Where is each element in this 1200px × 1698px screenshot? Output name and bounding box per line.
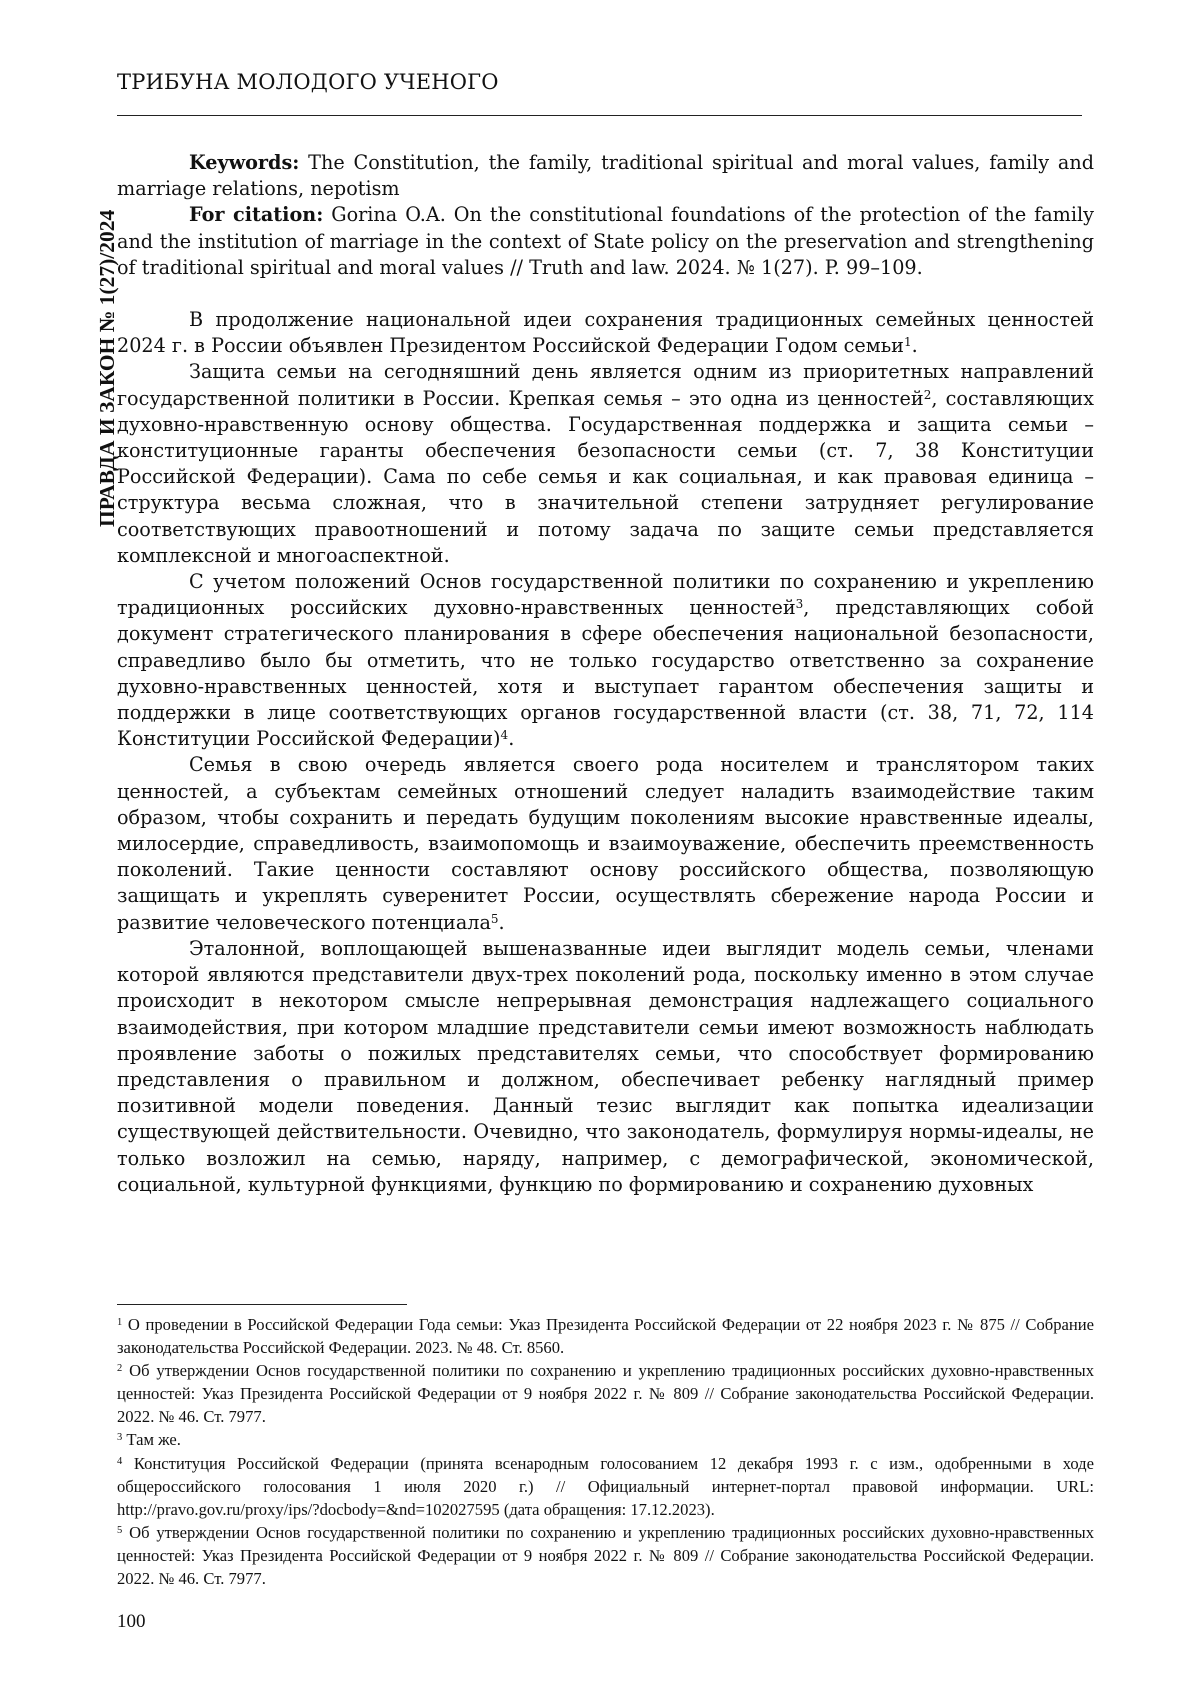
citation-label: For citation: — [189, 203, 323, 226]
footnote — [117, 1359, 1094, 1428]
citation-line — [117, 202, 1094, 281]
article-meta — [117, 150, 1094, 281]
footnote-divider — [117, 1304, 407, 1305]
footnote-number: 1 — [117, 1317, 122, 1328]
paragraph-text: Эталонной, воплощающей вышеназванные идеи выглядит модель семьи, членами которой являются представители двух-трех поколений рода, поскольку именно в этом случае происходит в некотором смысле непрерывная демонстрация надлежащего социального взаимодействия, при котором младшие представители семьи имеют возможность наблюдать проявление заботы о пожилых представителях семьи, что способствует формированию представления о правильном и должном, обеспечивает ребенку наглядный пример позитивной модели поведения. Данный тезис выглядит как попытка идеализации существующей действительности. Очевидно, что законодатель, формулируя нормы-идеалы, не только возложил на семью, наряду, например, с демографической, экономической, социальной, культурной функциями, функцию по формированию и сохранению духовных — [117, 937, 1094, 1196]
paragraph-text: . — [912, 334, 918, 357]
footnote-ref[interactable]: 3 — [796, 597, 804, 611]
footnotes — [117, 1313, 1094, 1590]
paragraph — [117, 752, 1094, 935]
keywords-line — [117, 150, 1094, 202]
footnote-number: 3 — [117, 1432, 122, 1443]
footnote-number: 4 — [117, 1456, 122, 1467]
footnote-ref[interactable]: 1 — [904, 335, 912, 349]
paragraph-text: С учетом положений Основ государственной политики по сохранению и укреплению традиционных российских духовно-нравственных ценностей — [117, 570, 1094, 619]
paragraph-text: Семья в свою очередь является своего рода носителем и транслятором таких ценностей, а субъектам семейных отношений следует наладить взаимодействие таким образом, чтобы сохранить и передать будущим поколениям высокие нравственные идеалы, милосердие, справедливость, взаимопомощь и взаимоуважение, обеспечить преемственность поколений. Такие ценности составляют основу российского общества, позволяющую защищать и укреплять суверенитет России, осуществлять сбережение народа России и развитие человеческого потенциала — [117, 753, 1094, 933]
paragraph-text: , составляющих духовно-нравственную основу общества. Государственная поддержка и защита семьи – конституционные гаранты обеспечения безопасности семьи (ст. 7, 38 Конституции Российской Федерации). Сама по себе семья и как социальная, и как правовая единица – структура весьма сложная, что в значительной степени затрудняет регулирование соответствующих правоотношений и потому задача по защите семьи представляется комплексной и многоаспектной. — [117, 387, 1094, 567]
footnote-text: Об утверждении Основ государственной политики по сохранению и укреплению традиционных российских духовно-нравственных ценностей: Указ Президента Российской Федерации от 9 ноября 2022 г. № 809 // Собрание законодательства Российской Федерации. 2022. № 46. Ст. 7977. — [117, 1523, 1094, 1588]
footnote-ref[interactable]: 4 — [501, 728, 509, 742]
page-number: 100 — [117, 1611, 146, 1633]
keywords-label: Keywords: — [189, 151, 299, 174]
paragraph — [117, 936, 1094, 1198]
footnote-ref[interactable]: 2 — [924, 388, 932, 402]
keywords-text: The Constitution, the family, traditional spiritual and moral values, family and marriage relations, nepotism — [117, 151, 1094, 200]
footnote — [117, 1428, 1094, 1451]
footnote-ref[interactable]: 5 — [491, 912, 499, 926]
paragraph-text: . — [508, 727, 514, 750]
paragraph-text: , представляющих собой документ стратегического планирования в сфере обеспечения национальной безопасности, справедливо было бы отметить, что не только государство ответственно за сохранение духовно-нравственных ценностей, хотя и выступает гарантом обеспечения защиты и поддержки в лице соответствующих органов государственной власти (ст. 38, 71, 72, 114 Конституции Российской Федерации) — [117, 596, 1094, 750]
footnote-text: Об утверждении Основ государственной политики по сохранению и укреплению традиционных российских духовно-нравственных ценностей: Указ Президента Российской Федерации от 9 ноября 2022 г. № 809 // Собрание законодательства Российской Федерации. 2022. № 46. Ст. 7977. — [117, 1361, 1094, 1426]
paragraph — [117, 307, 1094, 359]
paragraph-text: Защита семьи на сегодняшний день является одним из приоритетных направлений государственной политики в России. Крепкая семья – это одна из ценностей — [117, 360, 1094, 409]
paragraph — [117, 359, 1094, 569]
paragraph-text: В продолжение национальной идеи сохранения традиционных семейных ценностей 2024 г. в России объявлен Президентом Российской Федерации Годом семьи — [117, 308, 1094, 357]
paragraph — [117, 569, 1094, 752]
footnote — [117, 1452, 1094, 1521]
paragraph-text: . — [499, 911, 505, 934]
header-divider — [117, 115, 1082, 116]
article-body — [117, 150, 1094, 1198]
journal-side-label-text: ПРАВДА И ЗАКОН № 1(27)/2024 — [95, 210, 120, 527]
footnote-text: О проведении в Российской Федерации Года семьи: Указ Президента Российской Федерации от 22 ноября 2023 г. № 875 // Собрание законодательства Российской Федерации. 2023. № 48. Ст. 8560. — [117, 1315, 1094, 1357]
running-header: ТРИБУНА МОЛОДОГО УЧЕНОГО — [117, 70, 499, 94]
footnote-number: 5 — [117, 1525, 122, 1536]
footnote-text: Конституция Российской Федерации (принята всенародным голосованием 12 декабря 1993 г. с изм., одобренными в ходе общероссийского голосования 1 июля 2020 г.) // Официальный интернет-портал правовой информации. URL: http://pravo.gov.ru/proxy/ips/?docbody=&nd=102027595 (дата обращения: 17.12.2023). — [117, 1454, 1094, 1519]
footnote-number: 2 — [117, 1363, 122, 1374]
footnote — [117, 1521, 1094, 1590]
footnote — [117, 1313, 1094, 1359]
footnote-text: Там же. — [122, 1430, 181, 1449]
citation-text: Gorina O.A. On the constitutional foundations of the protection of the family and the institution of marriage in the context of State policy on the preservation and strengthening of traditional spiritual and moral values // Truth and law. 2024. № 1(27). P. 99–109. — [117, 203, 1094, 278]
